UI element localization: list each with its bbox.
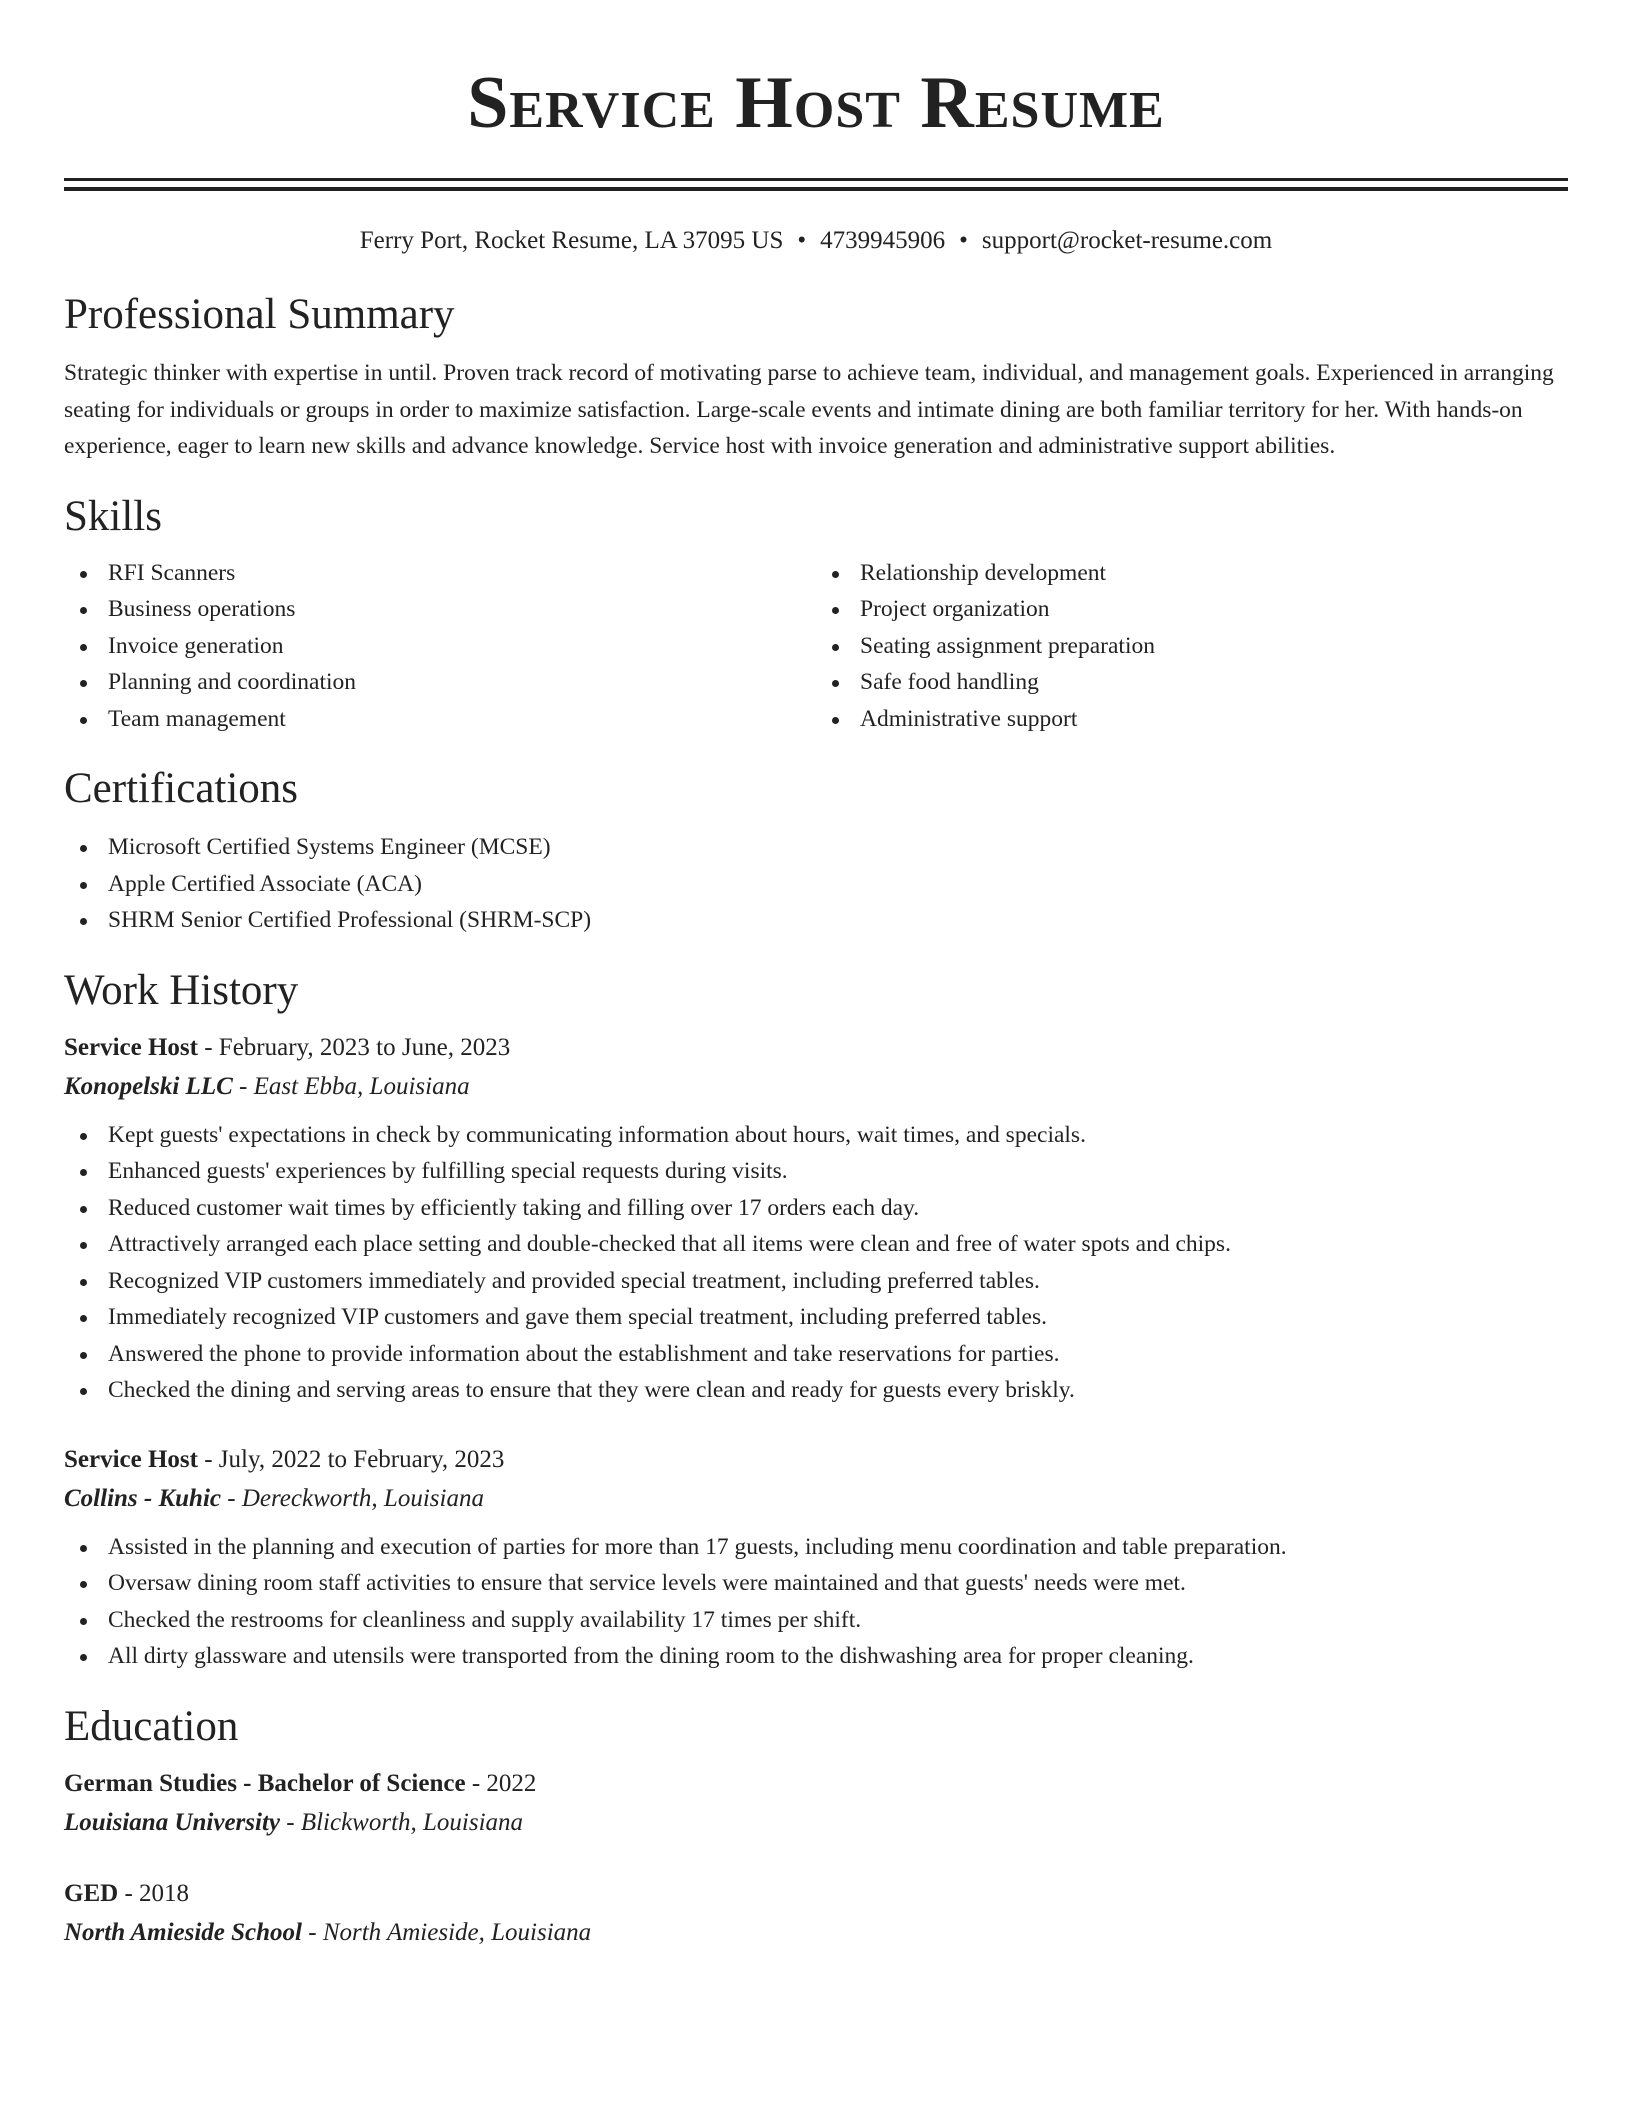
skill-item: Safe food handling <box>816 664 1568 701</box>
job-location: - East Ebba, Louisiana <box>232 1072 470 1100</box>
job-company-line <box>64 1479 1568 1519</box>
skill-item: RFI Scanners <box>64 555 816 592</box>
job-title-line <box>64 1029 1568 1067</box>
contact-separator: • <box>797 227 807 254</box>
job-location: - Dereckworth, Louisiana <box>221 1484 484 1512</box>
title-divider-top <box>64 178 1568 181</box>
job-dates: - February, 2023 to June, 2023 <box>197 1033 511 1061</box>
education-school: Louisiana University <box>64 1808 280 1836</box>
job-entry <box>64 1441 1568 1675</box>
job-dates: - July, 2022 to February, 2023 <box>197 1445 505 1473</box>
job-entry <box>64 1029 1568 1409</box>
resume-title: Service Host Resume <box>467 62 1165 144</box>
job-duty: Attractively arranged each place setting and double-checked that all items were clean and free of water spots and chips. <box>64 1226 1568 1263</box>
skill-item: Business operations <box>64 591 816 628</box>
education-degree-line <box>64 1875 1568 1913</box>
job-duty: Kept guests' expectations in check by communicating information about hours, wait times, and specials. <box>64 1117 1568 1154</box>
job-title: Service Host <box>64 1033 198 1061</box>
certification-item: Apple Certified Associate (ACA) <box>64 866 1568 903</box>
job-duty: Checked the dining and serving areas to ensure that they were clean and ready for guests every briskly. <box>64 1372 1568 1409</box>
job-duty: Reduced customer wait times by efficiently taking and filling over 17 orders each day. <box>64 1190 1568 1227</box>
skill-item: Invoice generation <box>64 628 816 665</box>
job-title: Service Host <box>64 1445 198 1473</box>
education-year: - 2022 <box>465 1769 537 1797</box>
education-heading: Education <box>64 1702 239 1750</box>
certification-item: Microsoft Certified Systems Engineer (MCSE) <box>64 829 1568 866</box>
job-company: Konopelski LLC <box>64 1072 233 1100</box>
education-location: - North Amieside, Louisiana <box>302 1918 592 1946</box>
job-duty: All dirty glassware and utensils were transported from the dining room to the dishwashing area for proper cleaning. <box>64 1638 1568 1675</box>
education-entry <box>64 1765 1568 1843</box>
skill-item: Seating assignment preparation <box>816 628 1568 665</box>
summary-section <box>64 289 1568 465</box>
skill-item: Relationship development <box>816 555 1568 592</box>
skill-item: Team management <box>64 701 816 738</box>
skills-grid <box>64 555 1568 738</box>
contact-line <box>64 223 1568 259</box>
contact-phone: 4739945906 <box>820 227 946 254</box>
skills-heading: Skills <box>64 492 162 540</box>
certifications-list <box>64 829 1568 939</box>
education-section <box>64 1701 1568 1953</box>
contact-email: support@rocket-resume.com <box>981 227 1273 254</box>
job-duty: Oversaw dining room staff activities to ensure that service levels were maintained and that guests' needs were met. <box>64 1565 1568 1602</box>
job-company-line <box>64 1067 1568 1107</box>
contact-separator: • <box>959 227 968 254</box>
job-duties-list <box>64 1529 1568 1675</box>
education-degree-line <box>64 1765 1568 1803</box>
contact-address: Ferry Port, Rocket Resume, LA 37095 US <box>359 227 784 254</box>
job-company: Collins - Kuhic <box>64 1484 221 1512</box>
skills-section <box>64 491 1568 738</box>
work-history-section <box>64 965 1568 1675</box>
job-duty: Checked the restrooms for cleanliness and supply availability 17 times per shift. <box>64 1602 1568 1639</box>
skill-item: Project organization <box>816 591 1568 628</box>
job-duty: Assisted in the planning and execution of parties for more than 17 guests, including menu coordination and table preparation. <box>64 1529 1568 1566</box>
education-degree: German Studies - Bachelor of Science <box>64 1769 466 1797</box>
job-duty: Recognized VIP customers immediately and provided special treatment, including preferred tables. <box>64 1263 1568 1300</box>
education-school-line <box>64 1803 1568 1843</box>
work-history-heading: Work History <box>64 966 299 1014</box>
title-divider-bottom <box>64 187 1568 191</box>
certification-item: SHRM Senior Certified Professional (SHRM-SCP) <box>64 902 1568 939</box>
certifications-heading: Certifications <box>64 765 299 812</box>
certifications-section <box>64 763 1568 939</box>
job-duty: Answered the phone to provide information about the establishment and take reservations for parties. <box>64 1336 1568 1373</box>
summary-text: Strategic thinker with expertise in until. Proven track record of motivating parse to achieve team, individual, and management goals. Experienced in arranging seating for individuals or groups in order to maximize satisfaction. Large-scale events and intimate dining are both familiar territory for her. With hands-on experience, eager to learn new skills and advance knowledge. Service host with invoice generation and administrative support abilities. <box>64 360 1554 459</box>
skill-item: Administrative support <box>816 701 1568 738</box>
job-duty: Immediately recognized VIP customers and gave them special treatment, including preferred tables. <box>64 1299 1568 1336</box>
education-year: - 2018 <box>118 1879 190 1907</box>
education-location: - Blickworth, Louisiana <box>280 1808 524 1836</box>
education-entry <box>64 1875 1568 1953</box>
education-school: North Amieside School <box>64 1918 302 1946</box>
job-duty: Enhanced guests' experiences by fulfilling special requests during visits. <box>64 1153 1568 1190</box>
job-title-line <box>64 1441 1568 1479</box>
education-school-line <box>64 1913 1568 1953</box>
skills-right-list <box>816 555 1568 738</box>
skill-item: Planning and coordination <box>64 664 816 701</box>
education-degree: GED <box>64 1879 119 1907</box>
summary-heading: Professional Summary <box>64 291 455 338</box>
skills-left-list <box>64 555 816 738</box>
job-duties-list <box>64 1117 1568 1409</box>
